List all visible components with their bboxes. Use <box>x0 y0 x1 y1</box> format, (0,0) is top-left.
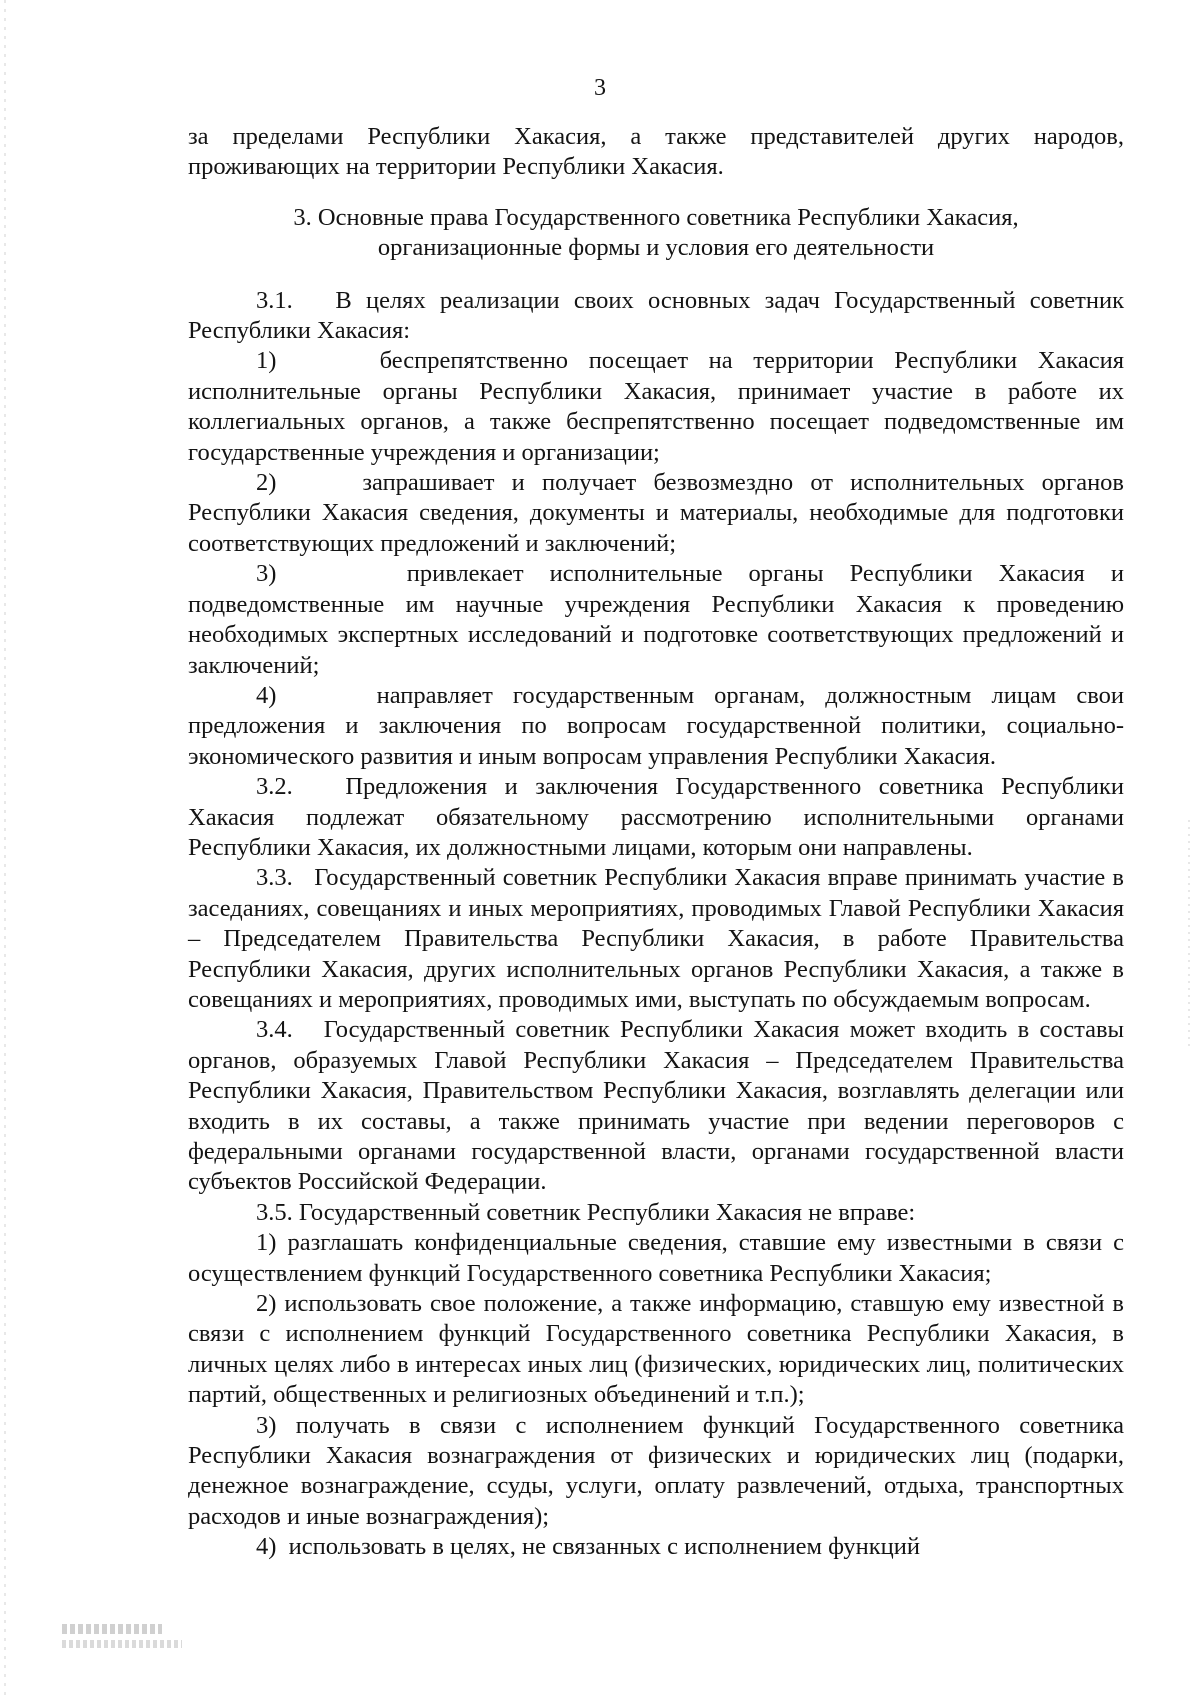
section-heading <box>188 203 1124 264</box>
continuation-paragraph: за пределами Республики Хакасия, а также представителей других народов, проживающих на территории Республики Хакасия. <box>188 123 1124 181</box>
paragraph-3-1-item-2: 2) запрашивает и получает безвозмездно от исполнительных органов Республики Хакасия сведения, документы и материалы, необходимые для подготовки соответствующих предложений и заключений; <box>188 469 1124 557</box>
paragraph-3-5-item-2: 2) использовать свое положение, а также информацию, ставшую ему известной в связи с исполнением функций Государственного советника Республики Хакасия, в личных целях либо в интересах иных лиц (физических, юридических лиц, политических партий, общественных и религиозных объединений и т.п.); <box>188 1290 1124 1409</box>
paragraph-3-1-item-4: 4) направляет государственным органам, должностным лицам свои предложения и заключения по вопросам государственной политики, социально-экономического развития и иным вопросам управления Республики Хакасия. <box>188 681 1124 770</box>
paragraph-3-5-item-3: 3) получать в связи с исполнением функций Государственного советника Республики Хакасия вознаграждения от физических и юридических лиц (подарки, денежное вознаграждение, ссуды, услуги, оплату развлечений, отдыха, транспортных расходов и иные вознаграждения); <box>188 1411 1124 1530</box>
faint-scan-stamp <box>62 1624 182 1648</box>
paragraph-3-1-item-3: 3) привлекает исполнительные органы Республики Хакасия и подведомственные им научные учреждения Республики Хакасия к проведению необходимых экспертных исследований и подготовке соответствующих предложений и заключений; <box>188 560 1124 679</box>
scan-edge-right <box>1188 820 1190 1050</box>
paragraph-3-2: 3.2. Предложения и заключения Государственного советника Республики Хакасия подлежат обязательному рассмотрению исполнительными органами Республики Хакасия, их должностными лицами, которым они направлены. <box>188 773 1124 861</box>
paragraph-3-1-item-1: 1) беспрепятственно посещает на территории Республики Хакасия исполнительные органы Республики Хакасия, принимает участие в работе их коллегиальных органов, а также беспрепятственно посещает подведомственные им государственные учреждения и организации; <box>188 347 1124 466</box>
paragraph-3-3: 3.3. Государственный советник Республики Хакасия вправе принимать участие в заседаниях, совещаниях и иных мероприятиях, проводимых Главой Республики Хакасия – Председателем Правительства Республики Хакасия, в работе Правительства Республики Хакасия, других исполнительных органов Республики Хакасия, а также в совещаниях и мероприятиях, проводимых ими, выступать по обсуждаемым вопросам. <box>188 864 1124 1013</box>
paragraph-3-1: 3.1. В целях реализации своих основных задач Государственный советник Республики Хакасия: <box>188 286 1124 345</box>
section-heading-line-2: организационные формы и условия его деятельности <box>377 234 935 262</box>
section-heading-line-1: 3. Основные права Государственного советника Республики Хакасия, <box>293 203 1019 231</box>
paragraph-3-4: 3.4. Государственный советник Республики Хакасия может входить в составы органов, образуемых Главой Республики Хакасия – Председателем Правительства Республики Хакасия, Правительством Республики Хакасия, возглавлять делегации или входить в их составы, а также принимать участие при ведении переговоров с федеральными органами государственной власти, органами государственной власти субъектов Российской Федерации. <box>188 1016 1124 1196</box>
document-body <box>188 122 1124 1563</box>
paragraph-3-5-item-4: 4) использовать в целях, не связанных с исполнением функций <box>256 1533 920 1561</box>
page-number: 3 <box>594 75 606 101</box>
paragraph-3-5: 3.5. Государственный советник Республики Хакасия не вправе: <box>256 1198 916 1226</box>
paragraph-3-5-item-1: 1) разглашать конфиденциальные сведения, ставшие ему известными в связи с осуществлением функций Государственного советника Республики Хакасия; <box>188 1229 1124 1287</box>
scan-edge-left <box>4 0 6 1698</box>
